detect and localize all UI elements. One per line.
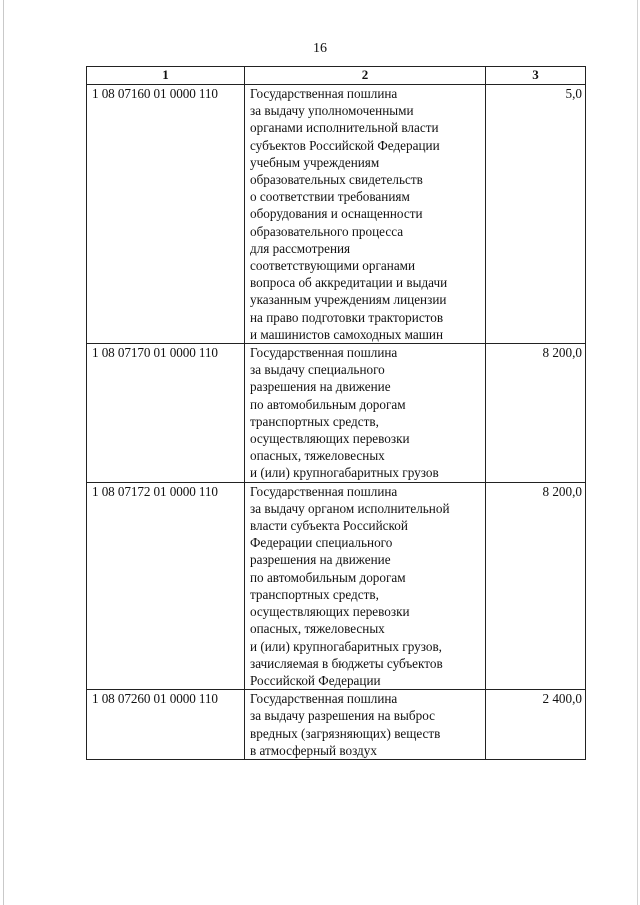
description-line: Российской Федерации: [250, 672, 381, 688]
description-line: по автомобильным дорогам: [250, 396, 406, 412]
table-row: [87, 344, 586, 483]
column-header-2: 2: [245, 67, 486, 85]
description-line: учебным учреждениям: [250, 154, 380, 170]
description-line: указанным учреждениям лицензии: [250, 292, 447, 308]
table-row: [87, 690, 586, 760]
description-line: соответствующими органами: [250, 258, 416, 274]
description-line: вопроса об аккредитации и выдачи: [250, 275, 448, 291]
table-body: [87, 85, 586, 760]
description-line: для рассмотрения: [250, 240, 351, 256]
scan-edge-left: [3, 0, 4, 905]
description-line: органами исполнительной власти: [250, 120, 439, 136]
description-line: образовательных свидетельств: [250, 172, 423, 188]
scan-edge-right: [637, 0, 638, 905]
description-line: Государственная пошлина: [250, 86, 398, 101]
fee-amount: 8 200,0: [486, 482, 586, 689]
table-row: [87, 482, 586, 689]
fee-description: [245, 482, 486, 689]
description-line: осуществляющих перевозки: [250, 604, 410, 620]
fee-amount: 2 400,0: [486, 690, 586, 760]
description-line: власти субъекта Российской: [250, 518, 408, 534]
fee-amount: 8 200,0: [486, 344, 586, 483]
description-line: Федерации специального: [250, 535, 393, 551]
classification-code: 1 08 07170 01 0000 110: [87, 344, 245, 483]
description-line: зачисляемая в бюджеты субъектов: [250, 655, 443, 671]
column-header-3: 3: [486, 67, 586, 85]
fee-description: [245, 344, 486, 483]
fee-amount: 5,0: [486, 85, 586, 344]
description-line: и (или) крупногабаритных грузов: [250, 465, 439, 481]
column-header-1: 1: [87, 67, 245, 85]
description-line: за выдачу уполномоченными: [250, 103, 414, 119]
classification-code: 1 08 07260 01 0000 110: [87, 690, 245, 760]
description-line: субъектов Российской Федерации: [250, 137, 440, 153]
fee-table: [86, 66, 586, 760]
description-line: за выдачу органом исполнительной: [250, 500, 450, 516]
description-line: в атмосферный воздух: [250, 742, 377, 758]
description-line: оборудования и оснащенности: [250, 206, 423, 222]
description-line: разрешения на движение: [250, 552, 391, 568]
description-line: Государственная пошлина: [250, 483, 398, 499]
description-line: Государственная пошлина: [250, 345, 398, 361]
description-line: транспортных средств,: [250, 413, 379, 429]
description-line: за выдачу разрешения на выброс: [250, 708, 435, 724]
fee-description: [245, 85, 486, 344]
description-line: и (или) крупногабаритных грузов,: [250, 638, 442, 654]
description-line: осуществляющих перевозки: [250, 431, 410, 447]
description-line: образовательного процесса: [250, 223, 404, 239]
classification-code: 1 08 07160 01 0000 110: [87, 85, 245, 344]
description-line: о соответствии требованиям: [250, 189, 410, 205]
description-line: вредных (загрязняющих) веществ: [250, 725, 441, 741]
description-line: опасных, тяжеловесных: [250, 621, 385, 637]
description-line: опасных, тяжеловесных: [250, 448, 385, 464]
table-header-row: [87, 67, 586, 85]
description-line: на право подготовки трактористов: [250, 309, 444, 325]
page-number: 16: [313, 41, 327, 56]
fee-description: [245, 690, 486, 760]
classification-code: 1 08 07172 01 0000 110: [87, 482, 245, 689]
table-row: [87, 85, 586, 344]
description-line: и машинистов самоходных машин: [250, 326, 444, 342]
description-line: Государственная пошлина: [250, 691, 398, 707]
description-line: по автомобильным дорогам: [250, 569, 406, 585]
description-line: за выдачу специального: [250, 362, 385, 378]
description-line: разрешения на движение: [250, 379, 391, 395]
description-line: транспортных средств,: [250, 586, 379, 602]
